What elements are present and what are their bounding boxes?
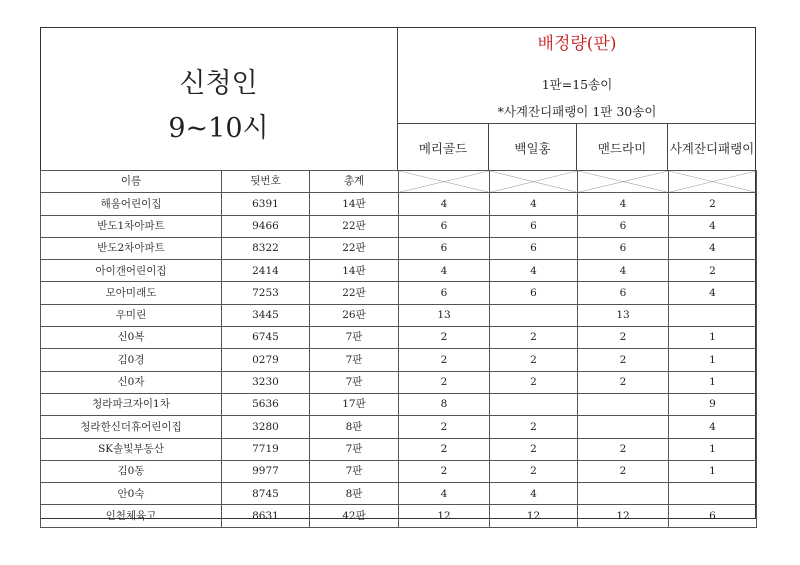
row-marigold: 6: [399, 282, 490, 304]
row-total: 8판: [310, 483, 399, 505]
table-row: [41, 349, 757, 371]
row-celosia: [578, 393, 669, 415]
row-celosia: 6: [578, 215, 669, 237]
unit-note: *사계잔디패랭이 1판 30송이: [497, 104, 657, 119]
row-zinnia: 4: [490, 483, 578, 505]
row-celosia: [578, 483, 669, 505]
table-row: [41, 416, 757, 438]
row-name: 반도1차아파트: [41, 215, 222, 237]
table-row: [41, 505, 757, 527]
applicant-title-block: [40, 27, 398, 170]
row-total: 26판: [310, 304, 399, 326]
row-celosia: 13: [578, 304, 669, 326]
row-marigold: 2: [399, 460, 490, 482]
row-marigold: 13: [399, 304, 490, 326]
row-total: 8판: [310, 416, 399, 438]
row-phone: 7719: [222, 438, 310, 460]
row-name: 모아미래도: [41, 282, 222, 304]
row-marigold: 6: [399, 215, 490, 237]
title-time-slot: 9~10시: [168, 113, 269, 144]
row-zinnia: 2: [490, 349, 578, 371]
row-name: 김0동: [41, 460, 222, 482]
row-phone: 3230: [222, 371, 310, 393]
row-total: 7판: [310, 460, 399, 482]
row-marigold: 4: [399, 193, 490, 215]
row-celosia: 4: [578, 193, 669, 215]
row-marigold: 4: [399, 260, 490, 282]
product-marigold: 메리골드: [398, 124, 489, 171]
row-marigold: 8: [399, 393, 490, 415]
row-total: 22판: [310, 215, 399, 237]
row-name: SK솔빛부동산: [41, 438, 222, 460]
row-marigold: 2: [399, 416, 490, 438]
allocation-header-block: [398, 27, 756, 170]
row-marigold: 6: [399, 237, 490, 259]
row-celosia: 6: [578, 282, 669, 304]
row-phone: 3280: [222, 416, 310, 438]
unit-rule: 1판=15송이: [541, 77, 613, 92]
row-celosia: 2: [578, 349, 669, 371]
row-name: 신0자: [41, 371, 222, 393]
column-header-row: [41, 171, 757, 193]
crossed-cell: [399, 171, 490, 193]
row-dianthus: 1: [669, 349, 757, 371]
row-phone: 3445: [222, 304, 310, 326]
row-zinnia: 2: [490, 438, 578, 460]
table-row: [41, 438, 757, 460]
row-celosia: 2: [578, 371, 669, 393]
row-marigold: 2: [399, 438, 490, 460]
row-total: 7판: [310, 371, 399, 393]
allocation-table: [40, 170, 757, 528]
row-name: 아이갠어린이집: [41, 260, 222, 282]
row-name: 청라한신더휴어린이집: [41, 416, 222, 438]
row-zinnia: 4: [490, 260, 578, 282]
row-dianthus: 1: [669, 327, 757, 349]
col-name: 이름: [41, 171, 222, 193]
row-celosia: [578, 416, 669, 438]
title-applicant: 신청인: [179, 68, 258, 99]
table-row: [41, 393, 757, 415]
row-celosia: 4: [578, 260, 669, 282]
row-name: 해움어린이집: [41, 193, 222, 215]
row-zinnia: 12: [490, 505, 578, 527]
row-dianthus: 1: [669, 371, 757, 393]
row-total: 7판: [310, 438, 399, 460]
table-row: [41, 282, 757, 304]
row-celosia: 12: [578, 505, 669, 527]
row-name: 반도2차아파트: [41, 237, 222, 259]
row-total: 22판: [310, 237, 399, 259]
row-phone: 7253: [222, 282, 310, 304]
col-total: 총계: [310, 171, 399, 193]
row-phone: 2414: [222, 260, 310, 282]
row-dianthus: 2: [669, 260, 757, 282]
table-row: [41, 304, 757, 326]
row-zinnia: 2: [490, 460, 578, 482]
row-name: 인천체육고: [41, 505, 222, 527]
product-celosia: 맨드라미: [577, 124, 668, 171]
row-phone: 8631: [222, 505, 310, 527]
row-total: 7판: [310, 327, 399, 349]
row-phone: 0279: [222, 349, 310, 371]
row-marigold: 2: [399, 349, 490, 371]
row-phone: 8745: [222, 483, 310, 505]
product-zinnia: 백일홍: [489, 124, 577, 171]
row-phone: 9977: [222, 460, 310, 482]
row-name: 우미린: [41, 304, 222, 326]
row-name: 신0복: [41, 327, 222, 349]
row-dianthus: [669, 483, 757, 505]
row-total: 7판: [310, 349, 399, 371]
row-marigold: 12: [399, 505, 490, 527]
row-total: 14판: [310, 260, 399, 282]
row-dianthus: 2: [669, 193, 757, 215]
crossed-cell: [669, 171, 757, 193]
crossed-cell: [490, 171, 578, 193]
product-header-row: [398, 123, 756, 171]
row-dianthus: 9: [669, 393, 757, 415]
row-total: 22판: [310, 282, 399, 304]
row-zinnia: [490, 393, 578, 415]
row-phone: 5636: [222, 393, 310, 415]
row-zinnia: 6: [490, 237, 578, 259]
row-total: 17판: [310, 393, 399, 415]
allocation-title: 배정량(판): [537, 34, 617, 54]
row-zinnia: 2: [490, 327, 578, 349]
row-zinnia: 6: [490, 215, 578, 237]
row-dianthus: 4: [669, 215, 757, 237]
row-dianthus: 1: [669, 460, 757, 482]
table-row: [41, 193, 757, 215]
table-row: [41, 260, 757, 282]
row-name: 김0경: [41, 349, 222, 371]
row-zinnia: 2: [490, 416, 578, 438]
col-phone: 뒷번호: [222, 171, 310, 193]
table-row: [41, 371, 757, 393]
table-row: [41, 215, 757, 237]
row-dianthus: [669, 304, 757, 326]
row-dianthus: 4: [669, 237, 757, 259]
row-phone: 6745: [222, 327, 310, 349]
table-row: [41, 483, 757, 505]
product-dianthus: 사계잔디패랭이: [669, 140, 755, 156]
row-phone: 9466: [222, 215, 310, 237]
table-row: [41, 460, 757, 482]
row-phone: 6391: [222, 193, 310, 215]
crossed-cell: [578, 171, 669, 193]
row-zinnia: 6: [490, 282, 578, 304]
row-dianthus: 1: [669, 438, 757, 460]
row-zinnia: 2: [490, 371, 578, 393]
row-celosia: 2: [578, 460, 669, 482]
row-dianthus: 6: [669, 505, 757, 527]
row-total: 14판: [310, 193, 399, 215]
row-phone: 8322: [222, 237, 310, 259]
row-dianthus: 4: [669, 416, 757, 438]
row-celosia: 6: [578, 237, 669, 259]
row-marigold: 4: [399, 483, 490, 505]
row-dianthus: 4: [669, 282, 757, 304]
row-marigold: 2: [399, 327, 490, 349]
row-celosia: 2: [578, 438, 669, 460]
row-zinnia: [490, 304, 578, 326]
row-name: 청라파크자이1차: [41, 393, 222, 415]
table-row: [41, 237, 757, 259]
table-row: [41, 327, 757, 349]
row-name: 안0숙: [41, 483, 222, 505]
row-marigold: 2: [399, 371, 490, 393]
row-zinnia: 4: [490, 193, 578, 215]
row-total: 42판: [310, 505, 399, 527]
row-celosia: 2: [578, 327, 669, 349]
